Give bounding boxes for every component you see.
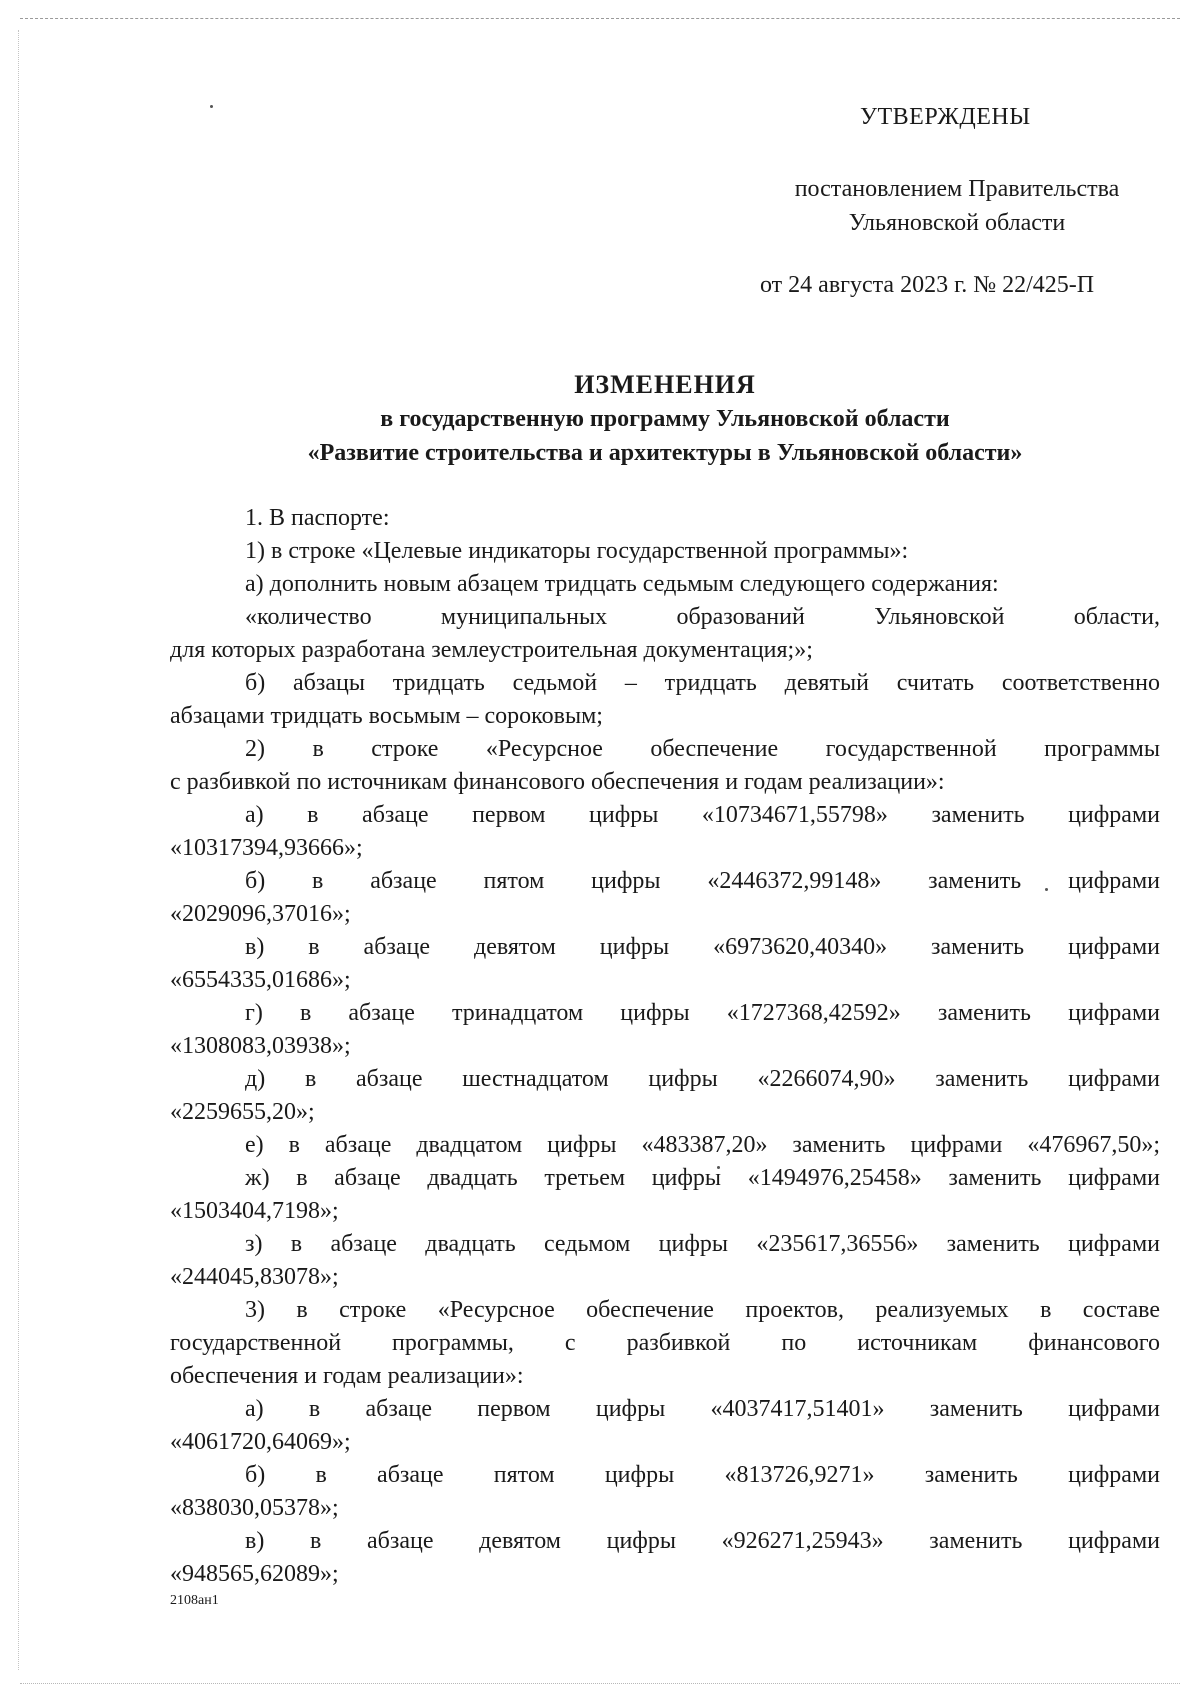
scan-speck bbox=[210, 105, 213, 108]
text-line: 1. В паспорте: bbox=[245, 505, 390, 531]
text-line: «1308083,03938»; bbox=[170, 1033, 351, 1059]
text-line: абзацами тридцать восьмым – сороковым; bbox=[170, 703, 603, 729]
text-line: а) в абзаце первом цифры «4037417,51401» заменить цифрами bbox=[245, 1396, 1160, 1422]
scan-border-bottom bbox=[20, 1683, 1180, 1684]
text-line: «6554335,01686»; bbox=[170, 967, 351, 993]
approval-authority-line: постановлением Правительства bbox=[794, 176, 1120, 202]
text-line: государственной программы, с разбивкой по источникам финансового bbox=[170, 1330, 1160, 1356]
text-line: «838030,05378»; bbox=[170, 1495, 339, 1521]
text-line: «948565,62089»; bbox=[170, 1561, 339, 1587]
text-line: с разбивкой по источникам финансового обеспечения и годам реализации»: bbox=[170, 769, 945, 795]
document-code: 2108ан1 bbox=[170, 1593, 219, 1608]
text-line: б) абзацы тридцать седьмой – тридцать девятый считать соответственно bbox=[245, 670, 1160, 696]
program-name: «Развитие строительства и архитектуры в Ульяновской области» bbox=[307, 440, 1023, 466]
text-line: 3) в строке «Ресурсное обеспечение проектов, реализуемых в составе bbox=[245, 1297, 1160, 1323]
text-line: 2) в строке «Ресурсное обеспечение государственной программы bbox=[245, 736, 1160, 762]
scan-border-left bbox=[18, 30, 19, 1670]
document-subtitle: в государственную программу Ульяновской области bbox=[380, 406, 950, 432]
scan-border-top bbox=[20, 18, 1180, 19]
text-line: б) в абзаце пятом цифры «813726,9271» заменить цифрами bbox=[245, 1462, 1160, 1488]
text-line: «количество муниципальных образований Ульяновской области, bbox=[245, 604, 1160, 630]
document-heading bbox=[170, 368, 1160, 470]
text-line: «2029096,37016»; bbox=[170, 901, 351, 927]
text-line: ж) в абзаце двадцать третьем цифры «1494976,25458» заменить цифрами bbox=[245, 1165, 1160, 1191]
text-line: «244045,83078»; bbox=[170, 1264, 339, 1290]
text-line: «2259655,20»; bbox=[170, 1099, 315, 1125]
approval-authority bbox=[762, 172, 1152, 240]
approval-date: от 24 августа 2023 г. № 22/425-П bbox=[760, 272, 1095, 298]
text-line: е) в абзаце двадцатом цифры «483387,20» заменить цифрами «476967,50»; bbox=[245, 1132, 1160, 1158]
text-line: «4061720,64069»; bbox=[170, 1429, 351, 1455]
text-line: а) дополнить новым абзацем тридцать седьмым следующего содержания: bbox=[245, 571, 999, 597]
text-line: обеспечения и годам реализации»: bbox=[170, 1363, 524, 1389]
text-line: з) в абзаце двадцать седьмом цифры «235617,36556» заменить цифрами bbox=[245, 1231, 1160, 1257]
text-line: в) в абзаце девятом цифры «6973620,40340» заменить цифрами bbox=[245, 934, 1160, 960]
text-line: 1) в строке «Целевые индикаторы государственной программы»: bbox=[245, 538, 909, 564]
approval-authority-line: Ульяновской области bbox=[848, 210, 1066, 236]
document-title: ИЗМЕНЕНИЯ bbox=[574, 370, 756, 399]
text-line: а) в абзаце первом цифры «10734671,55798» заменить цифрами bbox=[245, 802, 1160, 828]
document-body bbox=[170, 502, 1160, 1591]
text-line: г) в абзаце тринадцатом цифры «1727368,42592» заменить цифрами bbox=[245, 1000, 1160, 1026]
text-line: б) в абзаце пятом цифры «2446372,99148» заменить цифрами bbox=[245, 868, 1160, 894]
text-line: в) в абзаце девятом цифры «926271,25943» заменить цифрами bbox=[245, 1528, 1160, 1554]
text-line: «1503404,7198»; bbox=[170, 1198, 339, 1224]
text-line: «10317394,93666»; bbox=[170, 835, 363, 861]
approval-title: УТВЕРЖДЕНЫ bbox=[860, 104, 1031, 130]
text-line: д) в абзаце шестнадцатом цифры «2266074,90» заменить цифрами bbox=[245, 1066, 1160, 1092]
text-line: для которых разработана землеустроительная документация;»; bbox=[170, 637, 813, 663]
